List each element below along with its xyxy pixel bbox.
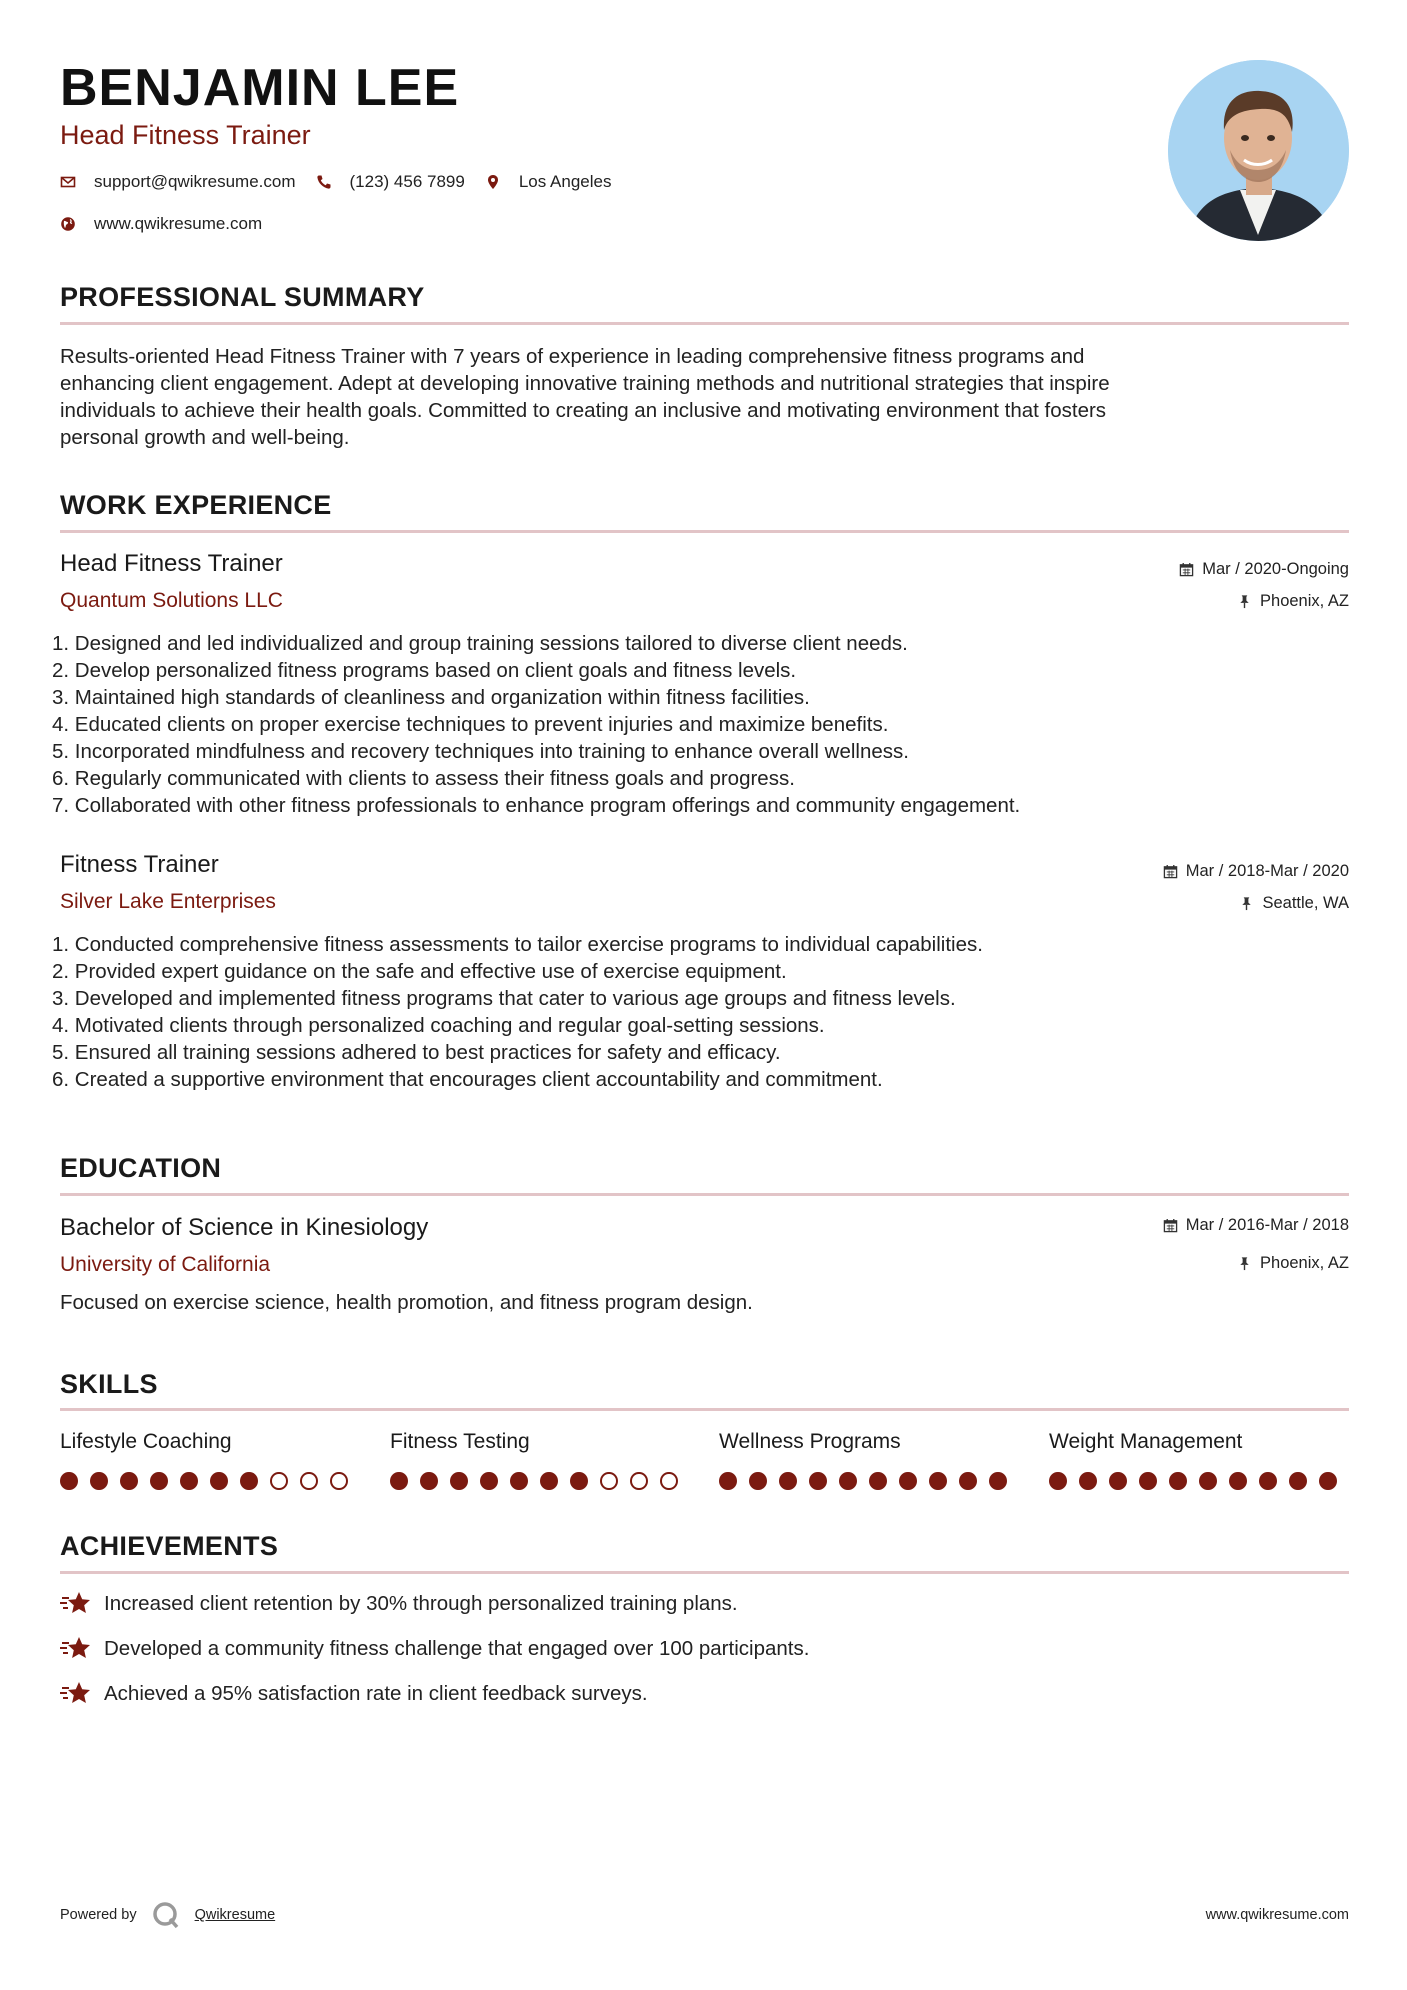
contact-phone	[316, 172, 465, 192]
section-title-work: WORK EXPERIENCE	[60, 490, 332, 520]
rating-dot-filled	[1259, 1472, 1277, 1490]
qwikresume-link[interactable]: Qwikresume	[194, 1907, 276, 1923]
section-title-education: EDUCATION	[60, 1153, 222, 1183]
skill-item	[719, 1430, 1019, 1490]
skill-rating	[390, 1472, 690, 1490]
section-divider	[60, 1408, 1349, 1411]
list-item: 3. Developed and implemented fitness programs that cater to various age groups and fitness levels.	[52, 987, 956, 1010]
star-icon	[60, 1680, 92, 1708]
rating-dot-filled	[210, 1472, 228, 1490]
rating-dot-filled	[240, 1472, 258, 1490]
achievement-text: Developed a community fitness challenge that engaged over 100 participants.	[104, 1637, 810, 1660]
portrait-image	[1168, 60, 1349, 241]
job-dates-text: Mar / 2020-Ongoing	[1202, 560, 1349, 578]
achievement-text: Increased client retention by 30% through personalized training plans.	[104, 1592, 738, 1615]
list-item: 2. Provided expert guidance on the safe and effective use of exercise equipment.	[52, 960, 787, 983]
job-location-text: Phoenix, AZ	[1260, 592, 1349, 610]
section-title-achievements: ACHIEVEMENTS	[60, 1531, 279, 1561]
candidate-name: BENJAMIN LEE	[60, 59, 460, 117]
rating-dot-filled	[929, 1472, 947, 1490]
email-text[interactable]: support@qwikresume.com	[94, 172, 296, 191]
list-item: 3. Maintained high standards of cleanliness and organization within fitness facilities.	[52, 686, 810, 709]
job-company: Quantum Solutions LLC	[60, 589, 283, 612]
list-item: 1. Designed and led individualized and group training sessions tailored to diverse client needs.	[52, 632, 908, 655]
rating-dot-filled	[510, 1472, 528, 1490]
rating-dot-filled	[749, 1472, 767, 1490]
summary-line: individuals to achieve their health goals. Committed to creating an inclusive and motivating environment that fosters	[60, 399, 1107, 422]
qwikresume-logo-icon	[151, 1900, 181, 1930]
contact-email	[60, 172, 296, 192]
section-divider	[60, 1193, 1349, 1196]
profile-photo	[1168, 60, 1349, 241]
rating-dot-filled	[1169, 1472, 1187, 1490]
list-item: 1. Conducted comprehensive fitness assessments to tailor exercise programs to individual capabilities.	[52, 933, 983, 956]
contact-row	[60, 172, 631, 192]
rating-dot-empty	[630, 1472, 648, 1490]
job-location-text: Seattle, WA	[1262, 894, 1349, 912]
section-divider	[60, 1571, 1349, 1574]
website-text[interactable]: www.qwikresume.com	[94, 214, 263, 233]
list-item: 6. Regularly communicated with clients to assess their fitness goals and progress.	[52, 767, 795, 790]
rating-dot-filled	[1139, 1472, 1157, 1490]
candidate-title: Head Fitness Trainer	[60, 120, 311, 150]
rating-dot-empty	[270, 1472, 288, 1490]
job-dates	[1163, 862, 1349, 881]
contact-row-website	[60, 214, 282, 234]
skill-name: Fitness Testing	[390, 1430, 530, 1453]
job-location	[1239, 894, 1349, 913]
rating-dot-filled	[390, 1472, 408, 1490]
envelope-icon	[60, 174, 76, 190]
skill-name: Wellness Programs	[719, 1430, 901, 1453]
rating-dot-filled	[1049, 1472, 1067, 1490]
contact-website	[60, 214, 262, 234]
rating-dot-filled	[60, 1472, 78, 1490]
location-text: Los Angeles	[518, 172, 612, 191]
education-location	[1237, 1254, 1349, 1273]
education-description: Focused on exercise science, health promotion, and fitness program design.	[60, 1291, 753, 1314]
rating-dot-filled	[1199, 1472, 1217, 1490]
pushpin-icon	[1237, 1256, 1252, 1271]
job-title: Head Fitness Trainer	[60, 550, 283, 577]
rating-dot-empty	[330, 1472, 348, 1490]
pushpin-icon	[1239, 896, 1254, 911]
skill-item	[60, 1430, 360, 1490]
list-item: 7. Collaborated with other fitness professionals to enhance program offerings and community engagement.	[52, 794, 1021, 817]
section-title-summary: PROFESSIONAL SUMMARY	[60, 282, 425, 312]
rating-dot-filled	[779, 1472, 797, 1490]
achievement-text: Achieved a 95% satisfaction rate in client feedback surveys.	[104, 1682, 648, 1705]
list-item: 4. Motivated clients through personalized coaching and regular goal-setting sessions.	[52, 1014, 825, 1037]
rating-dot-filled	[90, 1472, 108, 1490]
job-title: Fitness Trainer	[60, 851, 219, 878]
list-item: 5. Ensured all training sessions adhered to best practices for safety and efficacy.	[52, 1041, 781, 1064]
calendar-icon	[1163, 864, 1178, 879]
achievement-item	[60, 1680, 648, 1708]
job-bullets	[52, 630, 1349, 819]
job-location	[1237, 592, 1349, 611]
rating-dot-filled	[540, 1472, 558, 1490]
rating-dot-filled	[180, 1472, 198, 1490]
phone-text: (123) 456 7899	[349, 172, 465, 191]
map-pin-icon	[485, 174, 501, 190]
skill-rating	[719, 1472, 1019, 1490]
summary-line: Results-oriented Head Fitness Trainer with 7 years of experience in leading comprehensive fitness programs and	[60, 345, 1085, 368]
job-dates	[1179, 560, 1349, 579]
job-dates-text: Mar / 2018-Mar / 2020	[1185, 862, 1349, 880]
section-divider	[60, 322, 1349, 325]
list-item: 2. Develop personalized fitness programs based on client goals and fitness levels.	[52, 659, 797, 682]
rating-dot-empty	[600, 1472, 618, 1490]
section-divider	[60, 530, 1349, 533]
powered-by-label: Powered by	[60, 1907, 137, 1923]
footer-powered-by	[60, 1900, 275, 1930]
contact-location	[485, 172, 612, 192]
rating-dot-filled	[450, 1472, 468, 1490]
star-icon	[60, 1590, 92, 1618]
rating-dot-filled	[989, 1472, 1007, 1490]
rating-dot-filled	[150, 1472, 168, 1490]
job-company: Silver Lake Enterprises	[60, 890, 276, 913]
summary-text	[60, 343, 1349, 451]
school-name: University of California	[60, 1253, 271, 1276]
skill-name: Lifestyle Coaching	[60, 1430, 232, 1453]
calendar-icon	[1179, 562, 1194, 577]
achievement-item	[60, 1635, 809, 1663]
rating-dot-filled	[480, 1472, 498, 1490]
list-item: 5. Incorporated mindfulness and recovery techniques into training to enhance overall wellness.	[52, 740, 909, 763]
rating-dot-filled	[420, 1472, 438, 1490]
rating-dot-filled	[120, 1472, 138, 1490]
rating-dot-filled	[1079, 1472, 1097, 1490]
footer-site[interactable]: www.qwikresume.com	[1205, 1907, 1349, 1923]
summary-line: enhancing client engagement. Adept at developing innovative training methods and nutritional strategies that inspire	[60, 372, 1110, 395]
rating-dot-filled	[1229, 1472, 1247, 1490]
phone-icon	[316, 174, 332, 190]
star-icon	[60, 1635, 92, 1663]
achievement-item	[60, 1590, 738, 1618]
rating-dot-filled	[1289, 1472, 1307, 1490]
skill-rating	[1049, 1472, 1349, 1490]
job-bullets	[52, 931, 1349, 1093]
rating-dot-filled	[839, 1472, 857, 1490]
rating-dot-empty	[660, 1472, 678, 1490]
calendar-icon	[1163, 1218, 1178, 1233]
rating-dot-filled	[570, 1472, 588, 1490]
summary-line: personal growth and well-being.	[60, 426, 350, 449]
skill-item	[1049, 1430, 1349, 1490]
rating-dot-filled	[959, 1472, 977, 1490]
list-item: 4. Educated clients on proper exercise techniques to prevent injuries and maximize benefits.	[52, 713, 889, 736]
rating-dot-filled	[1319, 1472, 1337, 1490]
education-location-text: Phoenix, AZ	[1260, 1254, 1349, 1272]
list-item: 6. Created a supportive environment that encourages client accountability and commitment.	[52, 1068, 883, 1091]
globe-icon	[60, 216, 76, 232]
skill-name: Weight Management	[1049, 1430, 1243, 1453]
rating-dot-filled	[869, 1472, 887, 1490]
rating-dot-filled	[1109, 1472, 1127, 1490]
section-title-skills: SKILLS	[60, 1369, 158, 1399]
rating-dot-empty	[300, 1472, 318, 1490]
education-dates-text: Mar / 2016-Mar / 2018	[1185, 1216, 1349, 1234]
education-dates	[1163, 1216, 1349, 1235]
rating-dot-filled	[719, 1472, 737, 1490]
skill-item	[390, 1430, 690, 1490]
rating-dot-filled	[809, 1472, 827, 1490]
skill-rating	[60, 1472, 360, 1490]
rating-dot-filled	[899, 1472, 917, 1490]
degree-title: Bachelor of Science in Kinesiology	[60, 1214, 429, 1241]
pushpin-icon	[1237, 594, 1252, 609]
